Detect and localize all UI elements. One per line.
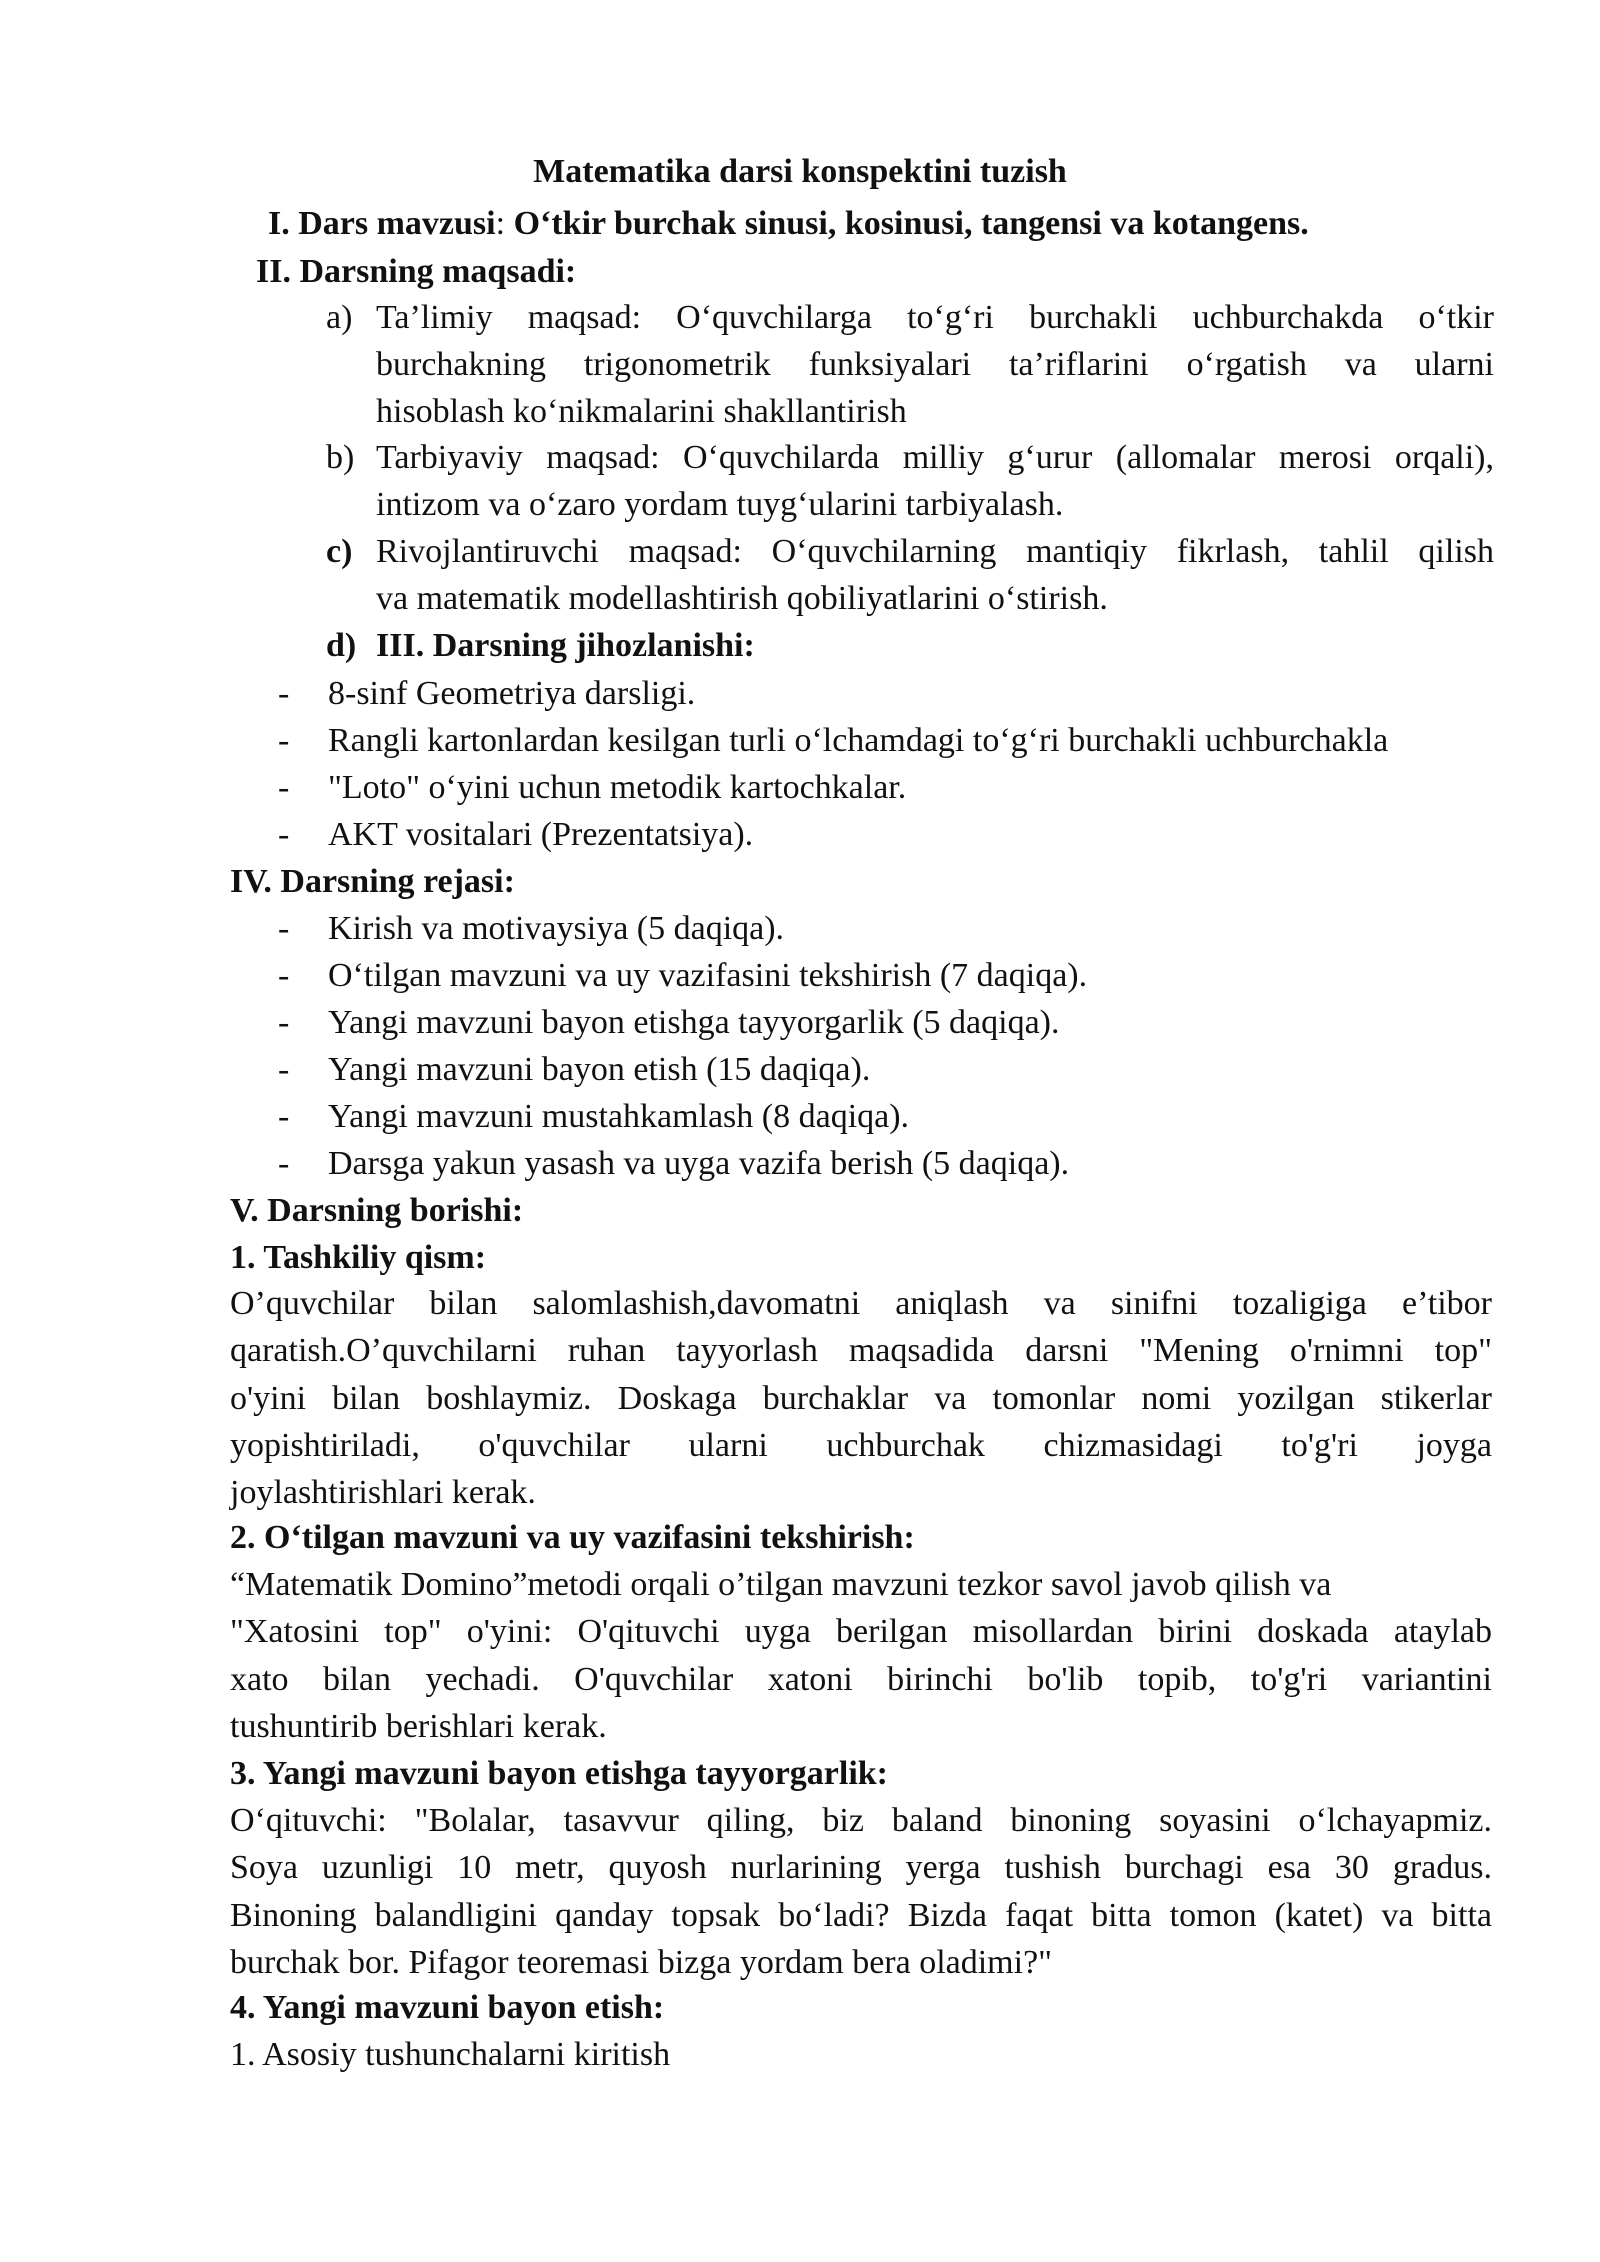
list-bullet: -	[278, 957, 290, 994]
lesson-topic-label: I. Dars mavzusi	[268, 205, 496, 242]
procedure-part-heading: 3. Yangi mavzuni bayon etishga tayyorgarlik:	[230, 1755, 889, 1792]
procedure-part-heading: 4. Yangi mavzuni bayon etish:	[230, 1989, 665, 2026]
equipment-item: AKT vositalari (Prezentatsiya).	[328, 816, 754, 853]
paragraph-line: yopishtiriladi, o'quvchilar ularni uchburchak chizmasidagi to'g'ri joyga	[230, 1426, 1492, 1464]
plan-item: O‘tilgan mavzuni va uy vazifasini tekshirish (7 daqiqa).	[328, 957, 1088, 994]
document-title: Matematika darsi konspektini tuzish	[533, 153, 1067, 190]
paragraph-line: 1. Asosiy tushunchalarni kiritish	[230, 2036, 671, 2073]
goal-marker: a)	[326, 299, 353, 336]
plan-item: Darsga yakun yasash va uyga vazifa berish (5 daqiqa).	[328, 1145, 1070, 1182]
goal-item	[326, 434, 1494, 530]
list-bullet: -	[278, 1051, 290, 1088]
procedure-part-text	[230, 1797, 1492, 1986]
goal-item	[326, 528, 1494, 624]
paragraph-line: xato bilan yechadi. O'quvchilar xatoni birinchi bo'lib topib, to'g'ri variantini	[230, 1660, 1492, 1698]
procedure-part-text	[230, 1280, 1492, 1516]
list-bullet: -	[278, 769, 290, 806]
goal-line: burchakning trigonometrik funksiyalari ta’riflarini o‘rgatish va ularni	[376, 346, 1494, 383]
goal-line: hisoblash ko‘nikmalarini shakllantirish	[376, 393, 907, 430]
plan-item: Yangi mavzuni mustahkamlash (8 daqiqa).	[328, 1098, 910, 1135]
goal-item	[326, 294, 1494, 436]
paragraph-line: burchak bor. Pifagor teoremasi bizga yordam bera oladimi?"	[230, 1943, 1053, 1981]
paragraph-line: "Xatosini top" o'yini: O'qituvchi uyga berilgan misollardan birini doskada ataylab	[230, 1613, 1492, 1651]
paragraph-line: Binoning balandligini qanday topsak bo‘ladi? Bizda faqat bitta tomon (katet) va bitta	[230, 1896, 1492, 1934]
paragraph-line: o'yini bilan boshlaymiz. Doskaga burchaklar va tomonlar nomi yozilgan stikerlar	[230, 1379, 1492, 1417]
equipment-heading-marker: d)	[326, 627, 357, 664]
paragraph-line: O’quvchilar bilan salomlashish,davomatni aniqlash va sinifni tozaligiga e’tibor	[230, 1285, 1492, 1322]
equipment-item: Rangli kartonlardan kesilgan turli o‘lchamdagi to‘g‘ri burchakli uchburchakla	[328, 722, 1389, 759]
equipment-item: "Loto" o‘yini uchun metodik kartochkalar.	[328, 769, 907, 806]
goal-text	[376, 528, 1494, 622]
lesson-topic-text: O‘tkir burchak sinusi, kosinusi, tangensi va kotangens.	[513, 205, 1309, 242]
plan-item: Kirish va motivaysiya (5 daqiqa).	[328, 910, 785, 947]
list-bullet: -	[278, 1145, 290, 1182]
paragraph-line: qaratish.O’quvchilarni ruhan tayyorlash maqsadida darsni "Mening o'rnimni top"	[230, 1332, 1492, 1370]
procedure-part-heading: 2. O‘tilgan mavzuni va uy vazifasini tekshirish:	[230, 1519, 915, 1556]
goal-line: intizom va o‘zaro yordam tuyg‘ularini tarbiyalash.	[376, 486, 1064, 523]
list-bullet: -	[278, 1098, 290, 1135]
list-bullet: -	[278, 816, 290, 853]
paragraph-line: joylashtirishlari kerak.	[230, 1474, 536, 1512]
procedure-heading: V. Darsning borishi:	[230, 1192, 524, 1229]
equipment-heading: III. Darsning jihozlanishi:	[376, 627, 755, 664]
list-bullet: -	[278, 722, 290, 759]
paragraph-line: O‘qituvchi: "Bolalar, tasavvur qiling, biz baland binoning soyasini o‘lchayapmiz.	[230, 1802, 1492, 1839]
goal-text	[376, 294, 1494, 435]
paragraph-line: tushuntirib berishlari kerak.	[230, 1707, 607, 1745]
procedure-part-heading: 1. Tashkiliy qism:	[230, 1239, 487, 1276]
goal-line: Rivojlantiruvchi maqsad: O‘quvchilarning mantiqiy fikrlash, tahlil qilish	[376, 533, 1494, 570]
goal-line: va matematik modellashtirish qobiliyatlarini o‘stirish.	[376, 580, 1108, 617]
paragraph-line: “Matematik Domino”metodi orqali o’tilgan mavzuni tezkor savol javob qilish va	[230, 1566, 1332, 1603]
goal-marker: b)	[326, 439, 355, 476]
plan-item: Yangi mavzuni bayon etish (15 daqiqa).	[328, 1051, 871, 1088]
plan-heading: IV. Darsning rejasi:	[230, 863, 515, 900]
goal-marker: c)	[326, 533, 353, 570]
procedure-part-text	[230, 1561, 1492, 1750]
equipment-item: 8-sinf Geometriya darsligi.	[328, 675, 696, 712]
list-bullet: -	[278, 675, 290, 712]
goal-text	[376, 434, 1494, 528]
list-bullet: -	[278, 1004, 290, 1041]
lesson-topic-line	[268, 200, 1309, 248]
goal-line: Ta’limiy maqsad: O‘quvchilarga to‘g‘ri burchakli uchburchakda o‘tkir	[376, 299, 1494, 336]
paragraph-line: Soya uzunligi 10 metr, quyosh nurlarining yerga tushish burchagi esa 30 gradus.	[230, 1849, 1492, 1887]
list-bullet: -	[278, 910, 290, 947]
goal-line: Tarbiyaviy maqsad: O‘quvchilarda milliy g‘urur (allomalar merosi orqali),	[376, 439, 1494, 476]
lesson-topic-colon: :	[495, 205, 506, 242]
goals-heading: II. Darsning maqsadi:	[256, 253, 577, 290]
plan-item: Yangi mavzuni bayon etishga tayyorgarlik (5 daqiqa).	[328, 1004, 1060, 1041]
